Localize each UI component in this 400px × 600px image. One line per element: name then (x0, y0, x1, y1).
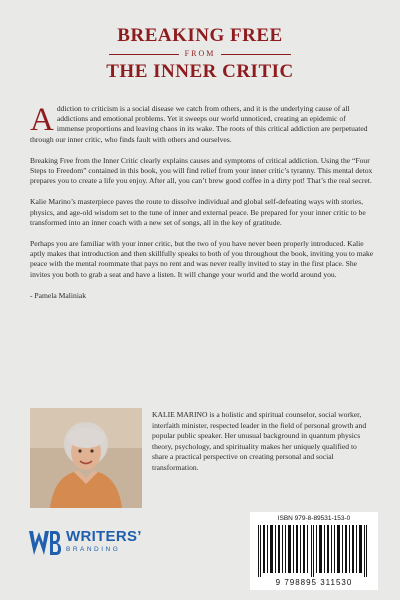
title-line-1: BREAKING FREE (117, 25, 283, 46)
title-from-word: FROM (184, 49, 216, 58)
author-portrait-icon (30, 408, 142, 508)
blurb-paragraph-3: Kalie Marino’s masterpiece paves the route to dissolve individual and global self-defeating ways with stories, physics, and age-old wisdom set to the tune of inner and external peace. Be prepared for your inner critic to be transformed into an inner coach with a new set of songs, all in the key of gratitude. (30, 197, 366, 227)
blurb-paragraph-2: Breaking Free from the Inner Critic clearly explains causes and symptoms of critical addiction. Using the “Four Steps to Freedom” contained in this book, you will find relief from your inner critic’s tyranny. This mental detox prepares you to create a life you enjoy. After all, you can’t brew good coffee in a dirty pot! That’s the real secret. (30, 155, 373, 186)
divider-right (221, 54, 291, 55)
wb-logo-icon (28, 528, 62, 558)
publisher-logo[interactable] (28, 524, 148, 564)
author-section (30, 408, 374, 508)
drop-cap: A (30, 102, 54, 138)
divider-left (109, 54, 179, 55)
publisher-wordmark (66, 528, 142, 553)
title-line-2: THE INNER CRITIC (106, 61, 294, 82)
blurb-attribution: - Pamela Maliniak (30, 290, 87, 300)
isbn-label: ISBN 979-8-89531-153-0 (277, 515, 351, 522)
publisher-subname: BRANDING (66, 546, 121, 553)
book-title (0, 26, 400, 82)
blurb-paragraph-4: Perhaps you are familiar with your inner critic, but the two of you have never been properly introduced. Kalie aptly makes that introduction and then skillfully speaks to both of you throughout the book, inviting you to make peace with the mental roommate that pays no rent and was never really invited to stay in the first place. She invites you both to grab a seat and have a listen. It will change your world and the world around you. (30, 239, 374, 279)
isbn-barcode (250, 512, 378, 590)
author-photo (30, 408, 142, 508)
publisher-name: WRITERS’ (66, 528, 142, 545)
blurb (30, 104, 374, 312)
blurb-paragraph-1-text: ddiction to criticism is a social disease we catch from others, and it is the underlying cause of all addictions and emotional problems. Yet it sweeps our world unnoticed, creating an epidemic of immense proportions and leaving chaos in its wake. The roots of this critical addiction are perpetuated through our inner critic, who finds fault with others and ourselves. (30, 104, 368, 144)
blurb-paragraph-1 (30, 104, 374, 145)
barcode-digits: 9 798895 311530 (275, 578, 353, 587)
barcode-icon (250, 525, 378, 577)
author-bio: KALIE MARINO is a holistic and spiritual counselor, social worker, interfaith minister, respected leader in the field of personal growth and popular public speaker. Her unusual background in quantum physics theory, psychology, and spirituality makes her uniquely qualified to share a practical perspective on creating personal and social transformation. (152, 410, 367, 472)
title-connector (0, 49, 400, 59)
